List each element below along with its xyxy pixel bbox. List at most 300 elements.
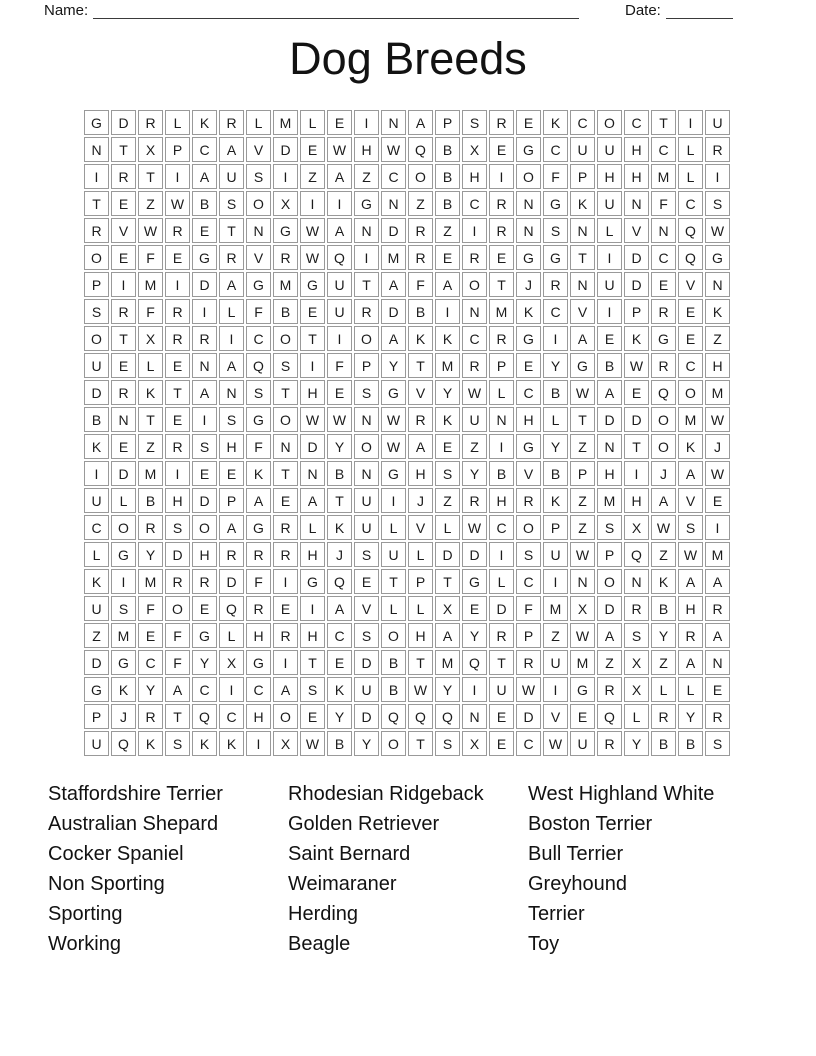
grid-cell: W (138, 218, 163, 243)
grid-cell: E (111, 245, 136, 270)
grid-cell: E (435, 245, 460, 270)
grid-cell: R (516, 650, 541, 675)
grid-cell: Q (327, 569, 352, 594)
grid-cell: O (354, 326, 379, 351)
grid-row (84, 191, 730, 216)
grid-cell: N (381, 110, 406, 135)
grid-cell: I (273, 650, 298, 675)
grid-cell: G (246, 407, 271, 432)
grid-cell: R (165, 569, 190, 594)
grid-cell: N (705, 650, 730, 675)
grid-cell: I (543, 326, 568, 351)
grid-cell: Z (408, 191, 433, 216)
grid-cell: R (138, 110, 163, 135)
grid-cell: R (165, 299, 190, 324)
grid-cell: O (651, 434, 676, 459)
grid-cell: N (273, 434, 298, 459)
grid-cell: E (597, 326, 622, 351)
grid-cell: T (489, 272, 514, 297)
name-field (44, 1, 579, 19)
grid-cell: N (354, 461, 379, 486)
grid-cell: O (597, 110, 622, 135)
grid-cell: C (516, 731, 541, 756)
grid-cell: M (651, 164, 676, 189)
grid-cell: E (165, 407, 190, 432)
grid-cell: N (489, 407, 514, 432)
grid-cell: D (111, 461, 136, 486)
grid-cell: Y (327, 704, 352, 729)
grid-cell: I (246, 731, 271, 756)
grid-cell: R (597, 677, 622, 702)
grid-cell: O (354, 434, 379, 459)
word-list (48, 779, 768, 959)
word-item: Beagle (288, 933, 351, 955)
grid-cell: U (327, 272, 352, 297)
grid-cell: U (84, 731, 109, 756)
grid-cell: D (165, 542, 190, 567)
grid-cell: N (462, 299, 487, 324)
grid-cell: D (84, 380, 109, 405)
grid-cell: L (111, 488, 136, 513)
grid-cell: W (327, 137, 352, 162)
grid-row (84, 623, 730, 648)
grid-cell: R (138, 515, 163, 540)
grid-row (84, 326, 730, 351)
grid-cell: H (246, 623, 271, 648)
grid-cell: I (462, 218, 487, 243)
grid-cell: T (408, 731, 433, 756)
grid-cell: L (300, 110, 325, 135)
grid-cell: Y (624, 731, 649, 756)
grid-cell: P (570, 164, 595, 189)
grid-cell: Z (435, 488, 460, 513)
grid-cell: P (165, 137, 190, 162)
grid-cell: W (381, 407, 406, 432)
grid-cell: K (192, 110, 217, 135)
grid-cell: L (138, 353, 163, 378)
grid-cell: S (273, 353, 298, 378)
word-item: Working (48, 933, 121, 955)
grid-cell: W (624, 353, 649, 378)
word-item: Non Sporting (48, 873, 165, 895)
grid-cell: C (246, 677, 271, 702)
grid-cell: K (192, 731, 217, 756)
grid-cell: W (651, 515, 676, 540)
grid-cell: A (327, 218, 352, 243)
grid-cell: D (84, 650, 109, 675)
grid-cell: L (165, 110, 190, 135)
grid-cell: S (354, 380, 379, 405)
grid-cell: O (651, 407, 676, 432)
grid-cell: E (651, 272, 676, 297)
grid-cell: E (165, 353, 190, 378)
grid-cell: N (516, 191, 541, 216)
grid-cell: O (678, 380, 703, 405)
grid-cell: B (192, 191, 217, 216)
grid-cell: I (273, 164, 298, 189)
word-item: Weimaraner (288, 873, 397, 895)
grid-cell: K (138, 380, 163, 405)
grid-cell: E (300, 704, 325, 729)
grid-cell: P (597, 542, 622, 567)
grid-row (84, 596, 730, 621)
grid-cell: U (354, 677, 379, 702)
grid-cell: O (516, 164, 541, 189)
grid-cell: W (300, 407, 325, 432)
grid-cell: G (381, 461, 406, 486)
grid-cell: T (300, 326, 325, 351)
grid-cell: U (543, 650, 568, 675)
grid-cell: N (462, 704, 487, 729)
grid-row (84, 731, 730, 756)
grid-cell: H (597, 461, 622, 486)
grid-cell: K (570, 191, 595, 216)
grid-cell: G (543, 191, 568, 216)
grid-cell: A (678, 650, 703, 675)
grid-cell: G (516, 245, 541, 270)
grid-cell: S (435, 461, 460, 486)
grid-cell: T (570, 245, 595, 270)
grid-cell: Q (597, 704, 622, 729)
grid-cell: N (381, 191, 406, 216)
grid-cell: U (705, 110, 730, 135)
grid-cell: I (381, 488, 406, 513)
grid-cell: G (570, 677, 595, 702)
grid-cell: E (273, 488, 298, 513)
grid-cell: L (84, 542, 109, 567)
grid-cell: V (543, 704, 568, 729)
grid-cell: D (273, 137, 298, 162)
grid-cell: R (408, 407, 433, 432)
grid-cell: Z (462, 434, 487, 459)
grid-cell: Q (219, 596, 244, 621)
grid-cell: L (489, 569, 514, 594)
grid-cell: R (489, 623, 514, 648)
grid-cell: S (219, 191, 244, 216)
grid-cell: I (489, 164, 514, 189)
grid-cell: R (651, 299, 676, 324)
grid-cell: W (570, 380, 595, 405)
grid-cell: P (354, 353, 379, 378)
grid-cell: O (84, 326, 109, 351)
grid-cell: Q (381, 704, 406, 729)
grid-cell: M (138, 461, 163, 486)
grid-cell: F (651, 191, 676, 216)
grid-cell: R (111, 380, 136, 405)
grid-cell: O (597, 569, 622, 594)
grid-cell: I (705, 515, 730, 540)
grid-cell: H (300, 380, 325, 405)
grid-cell: E (678, 326, 703, 351)
grid-cell: A (651, 488, 676, 513)
grid-cell: A (597, 380, 622, 405)
grid-cell: Q (408, 137, 433, 162)
grid-row (84, 569, 730, 594)
grid-cell: R (462, 353, 487, 378)
grid-cell: E (489, 704, 514, 729)
grid-cell: F (246, 569, 271, 594)
grid-cell: W (678, 542, 703, 567)
grid-row (84, 704, 730, 729)
grid-cell: R (597, 731, 622, 756)
grid-cell: H (516, 407, 541, 432)
grid-cell: R (273, 245, 298, 270)
grid-cell: V (246, 245, 271, 270)
grid-cell: F (165, 650, 190, 675)
grid-cell: E (462, 596, 487, 621)
grid-cell: Q (246, 353, 271, 378)
grid-cell: R (489, 326, 514, 351)
grid-cell: E (516, 353, 541, 378)
grid-cell: R (84, 218, 109, 243)
grid-cell: F (408, 272, 433, 297)
grid-cell: N (192, 353, 217, 378)
grid-cell: B (435, 164, 460, 189)
grid-cell: K (651, 569, 676, 594)
grid-cell: O (462, 272, 487, 297)
grid-cell: W (408, 677, 433, 702)
grid-cell: Y (678, 704, 703, 729)
grid-cell: G (462, 569, 487, 594)
grid-cell: I (273, 569, 298, 594)
grid-cell: R (651, 353, 676, 378)
grid-cell: I (192, 299, 217, 324)
word-column (288, 779, 528, 959)
word-item: Australian Shepard (48, 813, 219, 835)
grid-cell: V (246, 137, 271, 162)
grid-cell: I (489, 542, 514, 567)
grid-cell: T (381, 569, 406, 594)
grid-cell: H (462, 164, 487, 189)
grid-cell: G (354, 191, 379, 216)
grid-cell: E (138, 623, 163, 648)
grid-cell: O (273, 326, 298, 351)
word-item: Staffordshire Terrier (48, 783, 223, 805)
grid-cell: G (300, 569, 325, 594)
grid-cell: F (165, 623, 190, 648)
grid-cell: Z (84, 623, 109, 648)
grid-cell: S (462, 110, 487, 135)
grid-cell: K (678, 434, 703, 459)
grid-cell: B (327, 461, 352, 486)
grid-cell: W (462, 380, 487, 405)
grid-cell: H (165, 488, 190, 513)
grid-cell: G (300, 272, 325, 297)
grid-cell: T (408, 353, 433, 378)
grid-cell: N (354, 407, 379, 432)
grid-cell: I (84, 461, 109, 486)
grid-cell: N (219, 380, 244, 405)
grid-cell: C (84, 515, 109, 540)
grid-row (84, 650, 730, 675)
grid-cell: N (516, 218, 541, 243)
grid-cell: T (111, 326, 136, 351)
grid-cell: Q (192, 704, 217, 729)
grid-cell: A (408, 434, 433, 459)
grid-cell: E (192, 596, 217, 621)
grid-cell: H (624, 164, 649, 189)
grid-cell: D (462, 542, 487, 567)
grid-cell: A (165, 677, 190, 702)
word-item: Saint Bernard (288, 843, 411, 865)
grid-cell: K (327, 677, 352, 702)
grid-cell: P (489, 353, 514, 378)
grid-cell: A (408, 110, 433, 135)
grid-row (84, 110, 730, 135)
grid-cell: O (165, 596, 190, 621)
grid-cell: G (516, 137, 541, 162)
word-item: Bull Terrier (528, 843, 624, 865)
grid-cell: R (111, 164, 136, 189)
grid-cell: F (516, 596, 541, 621)
grid-cell: K (705, 299, 730, 324)
grid-cell: R (192, 569, 217, 594)
grid-cell: A (219, 272, 244, 297)
grid-cell: I (354, 110, 379, 135)
grid-cell: R (219, 110, 244, 135)
grid-cell: H (300, 542, 325, 567)
grid-cell: X (624, 650, 649, 675)
grid-cell: Y (435, 380, 460, 405)
grid-cell: U (462, 407, 487, 432)
grid-cell: F (138, 245, 163, 270)
grid-cell: G (381, 380, 406, 405)
grid-cell: X (219, 650, 244, 675)
word-item: Herding (288, 903, 359, 925)
grid-cell: N (624, 191, 649, 216)
grid-cell: S (111, 596, 136, 621)
grid-cell: R (138, 704, 163, 729)
grid-cell: X (570, 596, 595, 621)
grid-cell: U (570, 137, 595, 162)
grid-cell: S (354, 542, 379, 567)
grid-cell: S (219, 407, 244, 432)
grid-cell: C (543, 137, 568, 162)
grid-cell: B (543, 380, 568, 405)
grid-cell: N (570, 569, 595, 594)
word-column (48, 779, 288, 959)
grid-cell: D (381, 218, 406, 243)
grid-cell: D (597, 407, 622, 432)
grid-cell: B (381, 650, 406, 675)
grid-cell: M (138, 272, 163, 297)
grid-cell: Q (327, 245, 352, 270)
grid-cell: U (597, 272, 622, 297)
grid-cell: S (300, 677, 325, 702)
grid-cell: L (219, 299, 244, 324)
grid-cell: A (381, 272, 406, 297)
grid-cell: T (651, 110, 676, 135)
grid-cell: E (570, 704, 595, 729)
grid-cell: U (219, 164, 244, 189)
grid-cell: I (219, 677, 244, 702)
grid-cell: S (435, 731, 460, 756)
grid-cell: A (192, 164, 217, 189)
grid-cell: O (516, 515, 541, 540)
grid-cell: A (597, 623, 622, 648)
grid-cell: L (597, 218, 622, 243)
grid-cell: E (192, 218, 217, 243)
grid-cell: G (246, 515, 271, 540)
grid-cell: Z (300, 164, 325, 189)
grid-cell: I (165, 272, 190, 297)
grid-cell: Z (570, 434, 595, 459)
grid-cell: V (111, 218, 136, 243)
grid-cell: G (84, 110, 109, 135)
grid-cell: G (516, 326, 541, 351)
grid-cell: C (624, 110, 649, 135)
grid-cell: I (300, 596, 325, 621)
grid-cell: A (219, 353, 244, 378)
grid-row (84, 542, 730, 567)
grid-cell: D (192, 272, 217, 297)
grid-cell: E (300, 137, 325, 162)
grid-cell: C (489, 515, 514, 540)
grid-cell: E (489, 245, 514, 270)
grid-cell: G (651, 326, 676, 351)
grid-cell: R (678, 623, 703, 648)
grid-cell: A (435, 272, 460, 297)
grid-cell: K (84, 434, 109, 459)
grid-cell: C (246, 326, 271, 351)
grid-cell: G (111, 542, 136, 567)
grid-cell: C (651, 137, 676, 162)
grid-cell: E (273, 596, 298, 621)
grid-cell: C (381, 164, 406, 189)
grid-cell: A (300, 488, 325, 513)
grid-cell: G (246, 272, 271, 297)
grid-cell: Z (570, 488, 595, 513)
grid-cell: U (381, 542, 406, 567)
grid-cell: L (678, 677, 703, 702)
grid-cell: X (435, 596, 460, 621)
grid-cell: H (192, 542, 217, 567)
grid-cell: Y (651, 623, 676, 648)
grid-cell: I (354, 245, 379, 270)
grid-cell: C (219, 704, 244, 729)
grid-cell: H (624, 137, 649, 162)
grid-cell: J (111, 704, 136, 729)
grid-cell: G (570, 353, 595, 378)
grid-row (84, 461, 730, 486)
grid-cell: M (381, 245, 406, 270)
word-item: Boston Terrier (528, 813, 653, 835)
grid-cell: D (300, 434, 325, 459)
grid-cell: M (111, 623, 136, 648)
grid-cell: W (705, 407, 730, 432)
grid-cell: T (273, 461, 298, 486)
puzzle-grid (82, 108, 732, 758)
grid-cell: N (597, 434, 622, 459)
grid-cell: Q (462, 650, 487, 675)
grid-cell: X (138, 326, 163, 351)
grid-cell: B (435, 191, 460, 216)
grid-cell: L (408, 596, 433, 621)
grid-cell: A (327, 596, 352, 621)
grid-cell: I (219, 326, 244, 351)
grid-cell: M (543, 596, 568, 621)
grid-cell: E (489, 137, 514, 162)
grid-cell: E (516, 110, 541, 135)
grid-cell: G (543, 245, 568, 270)
grid-cell: I (84, 164, 109, 189)
grid-cell: A (678, 461, 703, 486)
grid-cell: A (570, 326, 595, 351)
grid-cell: Z (138, 434, 163, 459)
grid-cell: I (597, 299, 622, 324)
grid-cell: N (84, 137, 109, 162)
grid-row (84, 353, 730, 378)
